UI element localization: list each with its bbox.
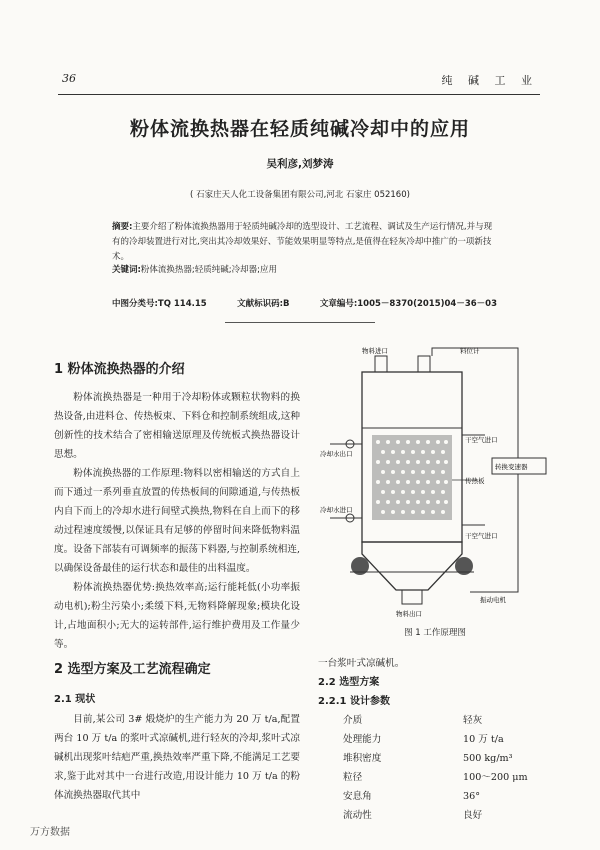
label-dry-air-in-2: 干空气进口 bbox=[465, 532, 498, 540]
label-plate: 传热板 bbox=[465, 477, 485, 485]
abstract-text: 主要介绍了粉体流换热器用于轻质纯碱冷却的选型设计、工艺流程、调试及生产运行情况,并与现有的冷却装置进行对比,突出其冷却效果好、节能效果明显等特点,是值得在轻灰冷却中推广的一项新技术。 bbox=[112, 222, 493, 262]
section1-paragraph: 粉体流换热器的工作原理:物料以密相输送的方式自上而下通过一系列垂直放置的传热板间的间隙通道,与传热板内自下而上的冷却水进行间壁式换热,物料在自上而下的移动过程速度缓慢,以保证具有足够的停留时间来降低物料温度。设备下部装有可调频率的振荡下料器,与控制系统相连,以确保设备最佳的运行状态和最佳的出料温度。 bbox=[54, 468, 300, 574]
param-row bbox=[318, 749, 550, 768]
label-water-in: 冷却水进口 bbox=[320, 506, 353, 514]
param-key: 堆积密度 bbox=[343, 753, 382, 764]
classification-line bbox=[112, 297, 497, 309]
section1-body bbox=[54, 388, 300, 654]
section2-2-heading: 2.2 选型方案 bbox=[318, 677, 380, 688]
continuation-text: 一台浆叶式凉碱机。 bbox=[318, 658, 405, 669]
label-water-out: 冷却水出口 bbox=[320, 450, 353, 458]
page-number: 36 bbox=[62, 72, 76, 85]
abstract bbox=[112, 220, 497, 265]
keywords bbox=[112, 263, 497, 275]
param-row bbox=[318, 806, 550, 825]
authors: 吴利彦,刘梦涛 bbox=[266, 158, 334, 170]
param-key: 流动性 bbox=[343, 810, 372, 821]
param-value: 轻灰 bbox=[463, 715, 483, 726]
label-feed-out: 物料出口 bbox=[396, 610, 422, 618]
clc-number: 中图分类号:TQ 114.15 bbox=[112, 299, 207, 309]
param-row bbox=[318, 768, 550, 787]
label-vfd: 转换变速器 bbox=[495, 463, 528, 471]
section2-2-1-heading: 2.2.1 设计参数 bbox=[318, 696, 390, 707]
right-column bbox=[318, 654, 550, 825]
section2-paragraph: 目前,某公司 3# 煅烧炉的生产能力为 20 万 t/a,配置两台 10 万 t/a 的浆叶式凉碱机,进行轻灰的冷却,浆叶式凉碱机出现浆叶结疤严重,换热效率严重下降,不能满足工艺要求,鉴于此对其中一台进行改造,用设计能力 10 万 t/a 的粉体流换热器取代其中 bbox=[54, 714, 300, 801]
figure-caption: 图 1 工作原理图 bbox=[404, 628, 466, 638]
document-code: 文献标识码:B bbox=[237, 299, 290, 309]
keywords-text: 粉体流换热器;轻质纯碱;冷却器;应用 bbox=[140, 265, 277, 275]
param-row bbox=[318, 730, 550, 749]
label-motor: 振动电机 bbox=[480, 596, 506, 604]
header-rule bbox=[58, 94, 540, 95]
abstract-label: 摘要: bbox=[112, 222, 133, 232]
plate-bundle bbox=[372, 435, 452, 520]
param-key: 粒径 bbox=[343, 772, 363, 783]
footer-watermark: 万方数据 bbox=[30, 827, 70, 838]
param-key: 安息角 bbox=[343, 791, 372, 802]
article-title: 粉体流换热器在轻质纯碱冷却中的应用 bbox=[129, 118, 470, 140]
param-value: 良好 bbox=[463, 810, 483, 821]
param-value: 10 万 t/a bbox=[463, 734, 504, 745]
divider bbox=[225, 322, 375, 323]
section1-heading: 1 粉体流换热器的介绍 bbox=[54, 362, 185, 377]
param-table bbox=[318, 711, 550, 825]
param-value: 36° bbox=[463, 791, 481, 802]
section2-heading: 2 选型方案及工艺流程确定 bbox=[54, 662, 211, 677]
param-row bbox=[318, 787, 550, 806]
label-feed-in: 物料进口 bbox=[362, 347, 388, 355]
working-principle-figure bbox=[320, 340, 550, 635]
section2-body bbox=[54, 710, 300, 805]
label-level-meter: 料位计 bbox=[460, 347, 480, 355]
affiliation: ( 石家庄天人化工设备集团有限公司,河北 石家庄 052160) bbox=[190, 190, 410, 200]
param-value: 500 kg/m³ bbox=[463, 753, 513, 764]
section1-paragraph: 粉体流换热器优势:换热效率高;运行能耗低(小功率振动电机);粉尘污染小;柔缓下料,无物料降解现象;模块化设计,占地面积小;无大的运转部件,运行维护费用及工作量少等。 bbox=[54, 582, 300, 650]
param-value: 100～200 μm bbox=[463, 772, 528, 783]
section1-paragraph: 粉体流换热器是一种用于冷却粉体或颗粒状物料的换热设备,由进料仓、传热板束、下料仓和控制系统组成,这种创新性的技术结合了密相输送原理及传统板式换热器设计思想。 bbox=[54, 392, 300, 460]
keywords-label: 关键词: bbox=[112, 265, 141, 275]
label-dry-air-in: 干空气进口 bbox=[465, 436, 498, 444]
param-row bbox=[318, 711, 550, 730]
article-number: 文章编号:1005－8370(2015)04－36－03 bbox=[319, 299, 497, 309]
journal-name: 纯 碱 工 业 bbox=[441, 74, 538, 87]
param-key: 处理能力 bbox=[343, 734, 382, 745]
param-key: 介质 bbox=[343, 715, 363, 726]
section2-1-heading: 2.1 现状 bbox=[54, 694, 96, 705]
